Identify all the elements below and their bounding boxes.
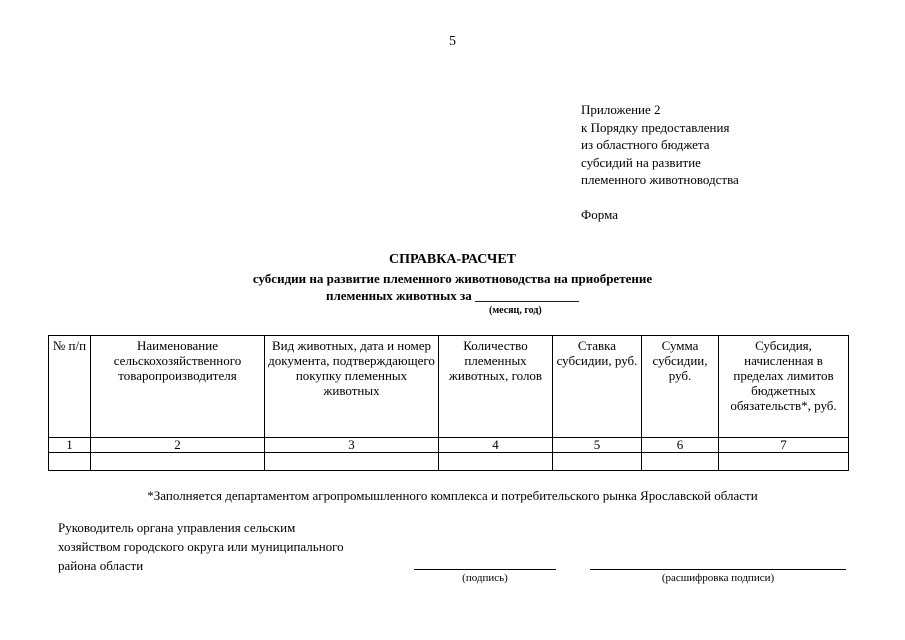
header-cell-subsidy: Субсидия, начисленная в пределах лимитов бюджетных обязательств*, руб. xyxy=(719,336,849,438)
signer-line: хозяйством городского округа или муниципального xyxy=(58,539,344,554)
header-cell-producer: Наименование сельскохозяйственного товаропроизводителя xyxy=(91,336,265,438)
appendix-line: к Порядку предоставления xyxy=(581,119,730,135)
table-cell xyxy=(553,453,642,471)
period-hint: (месяц, год) xyxy=(489,305,542,316)
subtitle-line-1: субсидии на развитие племенного животноводства на приобретение xyxy=(252,271,653,286)
decoding-caption: (расшифровка подписи) xyxy=(661,572,775,584)
column-number-cell: 7 xyxy=(719,438,849,453)
page-number: 5 xyxy=(449,34,456,49)
table-column-numbers-row xyxy=(49,438,849,453)
form-label: Форма xyxy=(581,207,618,222)
header-cell-amount: Сумма субсидии, руб. xyxy=(642,336,719,438)
subtitle-line-2: племенных животных за ________________ xyxy=(326,288,579,303)
document-subtitle xyxy=(0,270,905,304)
calculation-table xyxy=(48,335,849,471)
table-row xyxy=(49,453,849,471)
table-cell xyxy=(91,453,265,471)
appendix-line: Приложение 2 xyxy=(581,102,661,117)
header-cell-quantity: Количество племенных животных, голов xyxy=(439,336,553,438)
appendix-block xyxy=(581,101,739,189)
header-cell-animal-type: Вид животных, дата и номер документа, подтверждающего покупку племенных животных xyxy=(265,336,439,438)
signer-line: Руководитель органа управления сельским xyxy=(58,520,296,535)
footnote: *Заполняется департаментом агропромышленного комплекса и потребительского рынка Ярославской области xyxy=(147,488,758,503)
column-number-cell: 2 xyxy=(91,438,265,453)
table-cell xyxy=(642,453,719,471)
signature-caption: (подпись) xyxy=(462,572,508,584)
signature-line xyxy=(414,569,556,570)
column-number-cell: 5 xyxy=(553,438,642,453)
table-cell xyxy=(719,453,849,471)
table-cell xyxy=(49,453,91,471)
column-number-cell: 4 xyxy=(439,438,553,453)
column-number-cell: 3 xyxy=(265,438,439,453)
table-cell xyxy=(265,453,439,471)
column-number-cell: 1 xyxy=(49,438,91,453)
header-cell-rate: Ставка субсидии, руб. xyxy=(553,336,642,438)
signer-block xyxy=(58,518,344,575)
header-cell-number: № п/п xyxy=(49,336,91,438)
table-header-row xyxy=(49,336,849,438)
document-title: СПРАВКА-РАСЧЕТ xyxy=(388,252,517,267)
signer-line: района области xyxy=(58,558,144,573)
appendix-line: из областного бюджета xyxy=(581,137,710,152)
table-cell xyxy=(439,453,553,471)
appendix-line: субсидий на развитие xyxy=(581,154,701,170)
column-number-cell: 6 xyxy=(642,438,719,453)
appendix-line: племенного животноводства xyxy=(581,172,739,187)
signature-decoding-line xyxy=(590,569,846,570)
